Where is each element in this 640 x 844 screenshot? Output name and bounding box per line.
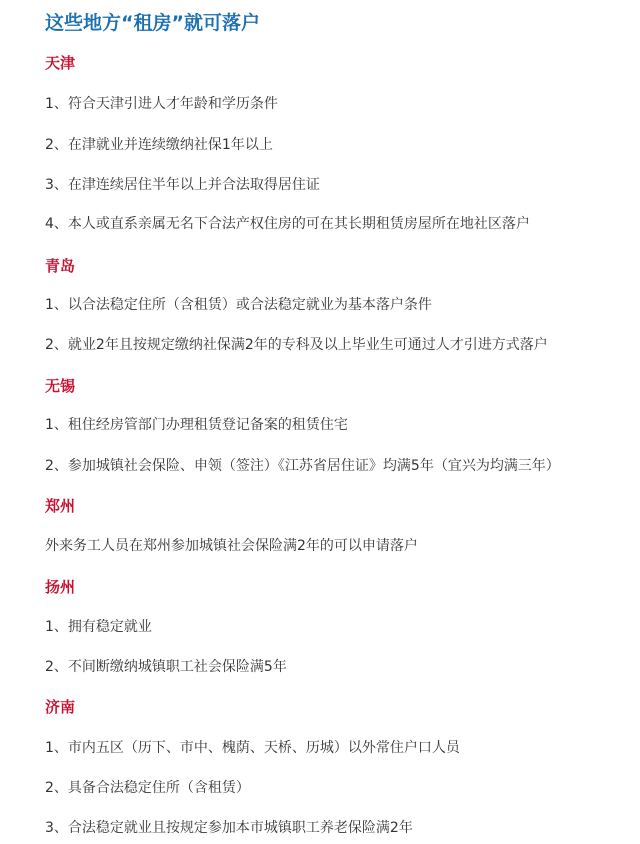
page-title: 这些地方“租房”就可落户 bbox=[45, 12, 260, 34]
city-heading-qingdao: 青岛 bbox=[45, 257, 76, 275]
list-item: 2、就业2年且按规定缴纳社保满2年的专科及以上毕业生可通过人才引进方式落户 bbox=[45, 337, 548, 353]
city-heading-jinan: 济南 bbox=[45, 698, 76, 716]
list-item: 1、市内五区（历下、市中、槐荫、天桥、历城）以外常住户口人员 bbox=[45, 740, 460, 756]
list-item: 1、以合法稳定住所（含租赁）或合法稳定就业为基本落户条件 bbox=[45, 297, 432, 313]
list-item: 外来务工人员在郑州参加城镇社会保险满2年的可以申请落户 bbox=[45, 538, 418, 554]
city-heading-zhengzhou: 郑州 bbox=[45, 497, 76, 515]
list-item: 2、参加城镇社会保险、申领（签注）《江苏省居住证》均满5年（宜兴为均满三年） bbox=[45, 458, 560, 474]
city-heading-yangzhou: 扬州 bbox=[45, 578, 76, 596]
list-item: 2、不间断缴纳城镇职工社会保险满5年 bbox=[45, 659, 287, 675]
city-heading-wuxi: 无锡 bbox=[45, 377, 76, 395]
list-item: 3、在津连续居住半年以上并合法取得居住证 bbox=[45, 177, 320, 193]
city-heading-tianjin: 天津 bbox=[45, 54, 76, 72]
list-item: 1、租住经房管部门办理租赁登记备案的租赁住宅 bbox=[45, 417, 348, 433]
list-item: 1、符合天津引进人才年龄和学历条件 bbox=[45, 96, 278, 112]
list-item: 3、合法稳定就业且按规定参加本市城镇职工养老保险满2年 bbox=[45, 820, 413, 836]
list-item: 2、具备合法稳定住所（含租赁） bbox=[45, 780, 250, 796]
list-item: 4、本人或直系亲属无名下合法产权住房的可在其长期租赁房屋所在地社区落户 bbox=[45, 216, 530, 232]
list-item: 2、在津就业并连续缴纳社保1年以上 bbox=[45, 137, 273, 153]
list-item: 1、拥有稳定就业 bbox=[45, 619, 152, 635]
